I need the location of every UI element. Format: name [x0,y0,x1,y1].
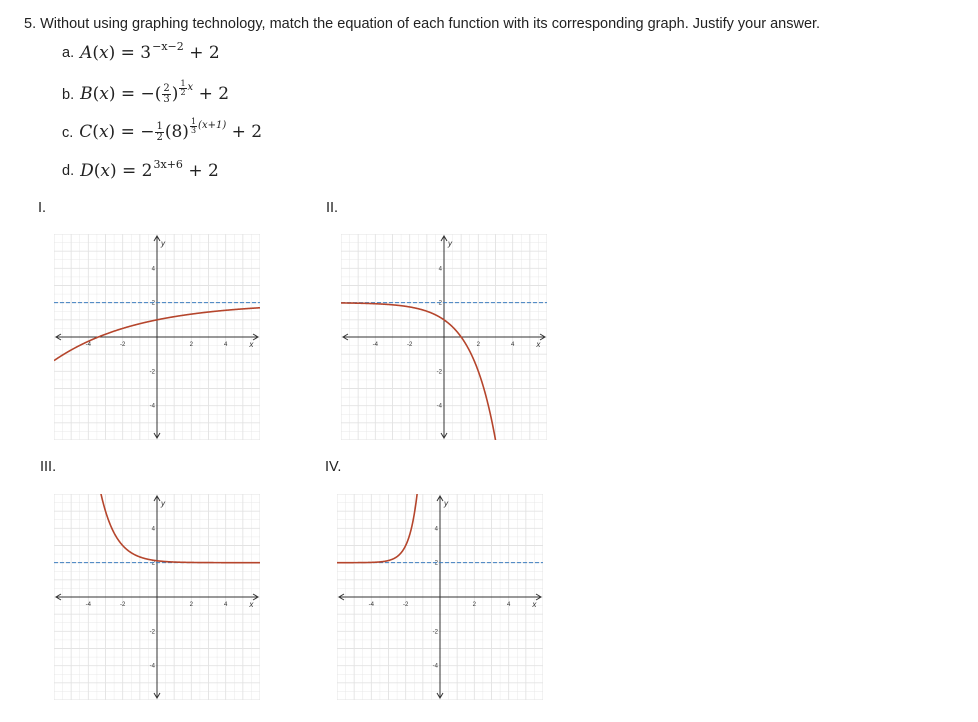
equation-d-label: d. [62,163,75,179]
equation-d: d. $D(x) = 2^{3x+6} + 2$ [62,158,219,181]
y-tick-label: 4 [438,266,442,273]
x-tick-label: 2 [189,342,194,348]
y-tick-label: -4 [432,663,438,670]
equation-a-exponent: −x−2 [152,40,184,53]
x-tick-label: -2 [406,342,413,348]
x-tick-label: 2 [472,602,477,608]
x-axis-label: x [532,600,537,609]
y-tick-label: 2 [151,560,155,567]
equation-a-label: a. [62,45,75,61]
graph-label-1: I. [38,200,47,216]
equation-c-coefficient: $\frac{1}{2}$ [156,121,163,144]
x-tick-label: 4 [223,342,228,348]
equation-a: a. $A(x) = 3^{-x-2} + 2$ [62,40,220,63]
equation-b-base-fraction: $\frac{2}{3}$ [163,83,170,106]
y-tick-label: -2 [149,629,155,636]
y-tick-label: 2 [151,300,155,307]
x-tick-label: -4 [372,342,379,348]
x-tick-label: -2 [119,342,126,348]
x-tick-label: 2 [476,342,481,348]
y-axis-label: y [161,239,165,249]
equation-d-exponent: 3x+6 [153,158,183,171]
x-tick-label: -2 [119,602,126,608]
y-tick-label: -2 [436,369,442,376]
y-axis-label: y [448,239,452,249]
equation-b: b. B(x) = −( $\frac{2}{3}$ ) $^{\frac{1}{2} x}$ + 2 [62,78,230,106]
x-tick-label: 4 [510,342,515,348]
equation-b-label: b. [62,87,75,103]
graph-label-3: III. [40,459,57,475]
x-tick-label: -2 [402,602,409,608]
graph-3 [54,494,260,700]
graph-label-4: IV. [325,459,342,475]
y-axis-label: y [161,499,165,509]
graph-label-2: II. [326,200,339,216]
x-tick-label: -4 [368,602,375,608]
x-tick-label: -4 [85,342,92,348]
x-tick-label: -4 [85,602,92,608]
graph-2 [341,234,547,440]
x-tick-label: 4 [223,602,228,608]
y-tick-label: -4 [149,403,155,410]
equation-c: c. C(x) = − $\frac{1}{2}$ (8) $^{\frac{1}{3} (x+1)}$ + 2 [62,116,263,144]
question-prompt: 5. Without using graphing technology, match the equation of each function with its corresponding graph. Justify your answer. [24,16,821,32]
x-axis-label: x [536,340,541,349]
y-tick-label: 2 [434,560,438,567]
y-tick-label: 4 [434,526,438,533]
x-tick-label: 4 [506,602,511,608]
graph-4 [337,494,543,700]
y-tick-label: -4 [436,403,442,410]
y-tick-label: 2 [438,300,442,307]
y-tick-label: -2 [149,369,155,376]
y-axis-label: y [444,499,448,509]
y-tick-label: -2 [432,629,438,636]
graph-1 [54,234,260,440]
y-tick-label: -4 [149,663,155,670]
y-tick-label: 4 [151,266,155,273]
x-axis-label: x [249,340,254,349]
equation-c-label: c. [62,125,74,141]
y-tick-label: 4 [151,526,155,533]
x-tick-label: 2 [189,602,194,608]
x-axis-label: x [249,600,254,609]
